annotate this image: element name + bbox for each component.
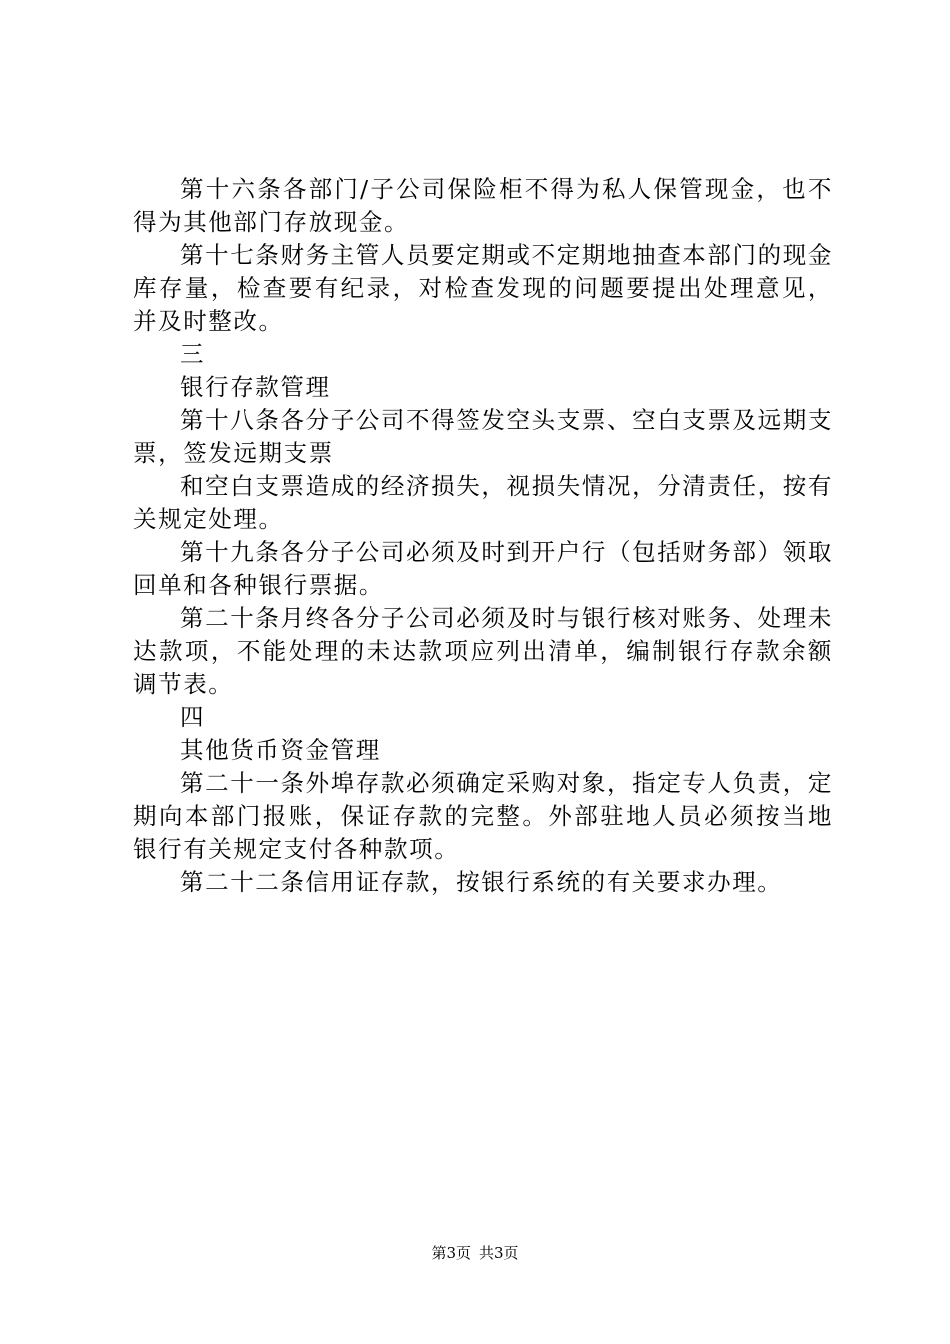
- document-body: [133, 173, 833, 899]
- paragraph-article-18: 第十八条各分子公司不得签发空头支票、空白支票及远期支票，签发远期支票: [133, 406, 833, 467]
- section-number-4: 四: [180, 703, 206, 731]
- section-number-3: 三: [180, 340, 206, 368]
- paragraph-article-18-continued: 和空白支票造成的经济损失，视损失情况，分清责任，按有关规定处理。: [133, 472, 833, 533]
- paragraph-article-21: 第二十一条外埠存款必须确定采购对象，指定专人负责，定期向本部门报账，保证存款的完整。外部驻地人员必须按当地银行有关规定支付各种款项。: [133, 769, 833, 863]
- section-title-bank-deposit: 银行存款管理: [180, 373, 331, 401]
- paragraph-article-16: 第十六条各部门/子公司保险柜不得为私人保管现金，也不得为其他部门存放现金。: [133, 175, 833, 236]
- paragraph-article-19: 第十九条各分子公司必须及时到开户行（包括财务部）领取回单和各种银行票据。: [133, 538, 833, 599]
- paragraph-article-17: 第十七条财务主管人员要定期或不定期地抽查本部门的现金库存量，检查要有纪录，对检查发现的问题要提出处理意见，并及时整改。: [133, 241, 833, 335]
- page-footer: [0, 1243, 950, 1263]
- paragraph-article-20: 第二十条月终各分子公司必须及时与银行核对账务、处理未达款项，不能处理的未达款项应列出清单，编制银行存款余额调节表。: [133, 604, 833, 698]
- section-title-other-funds: 其他货币资金管理: [180, 736, 381, 764]
- paragraph-article-22: 第二十二条信用证存款，按银行系统的有关要求办理。: [180, 868, 783, 896]
- page-number: 第3页: [431, 1244, 471, 1262]
- page-total: 共3页: [479, 1244, 519, 1262]
